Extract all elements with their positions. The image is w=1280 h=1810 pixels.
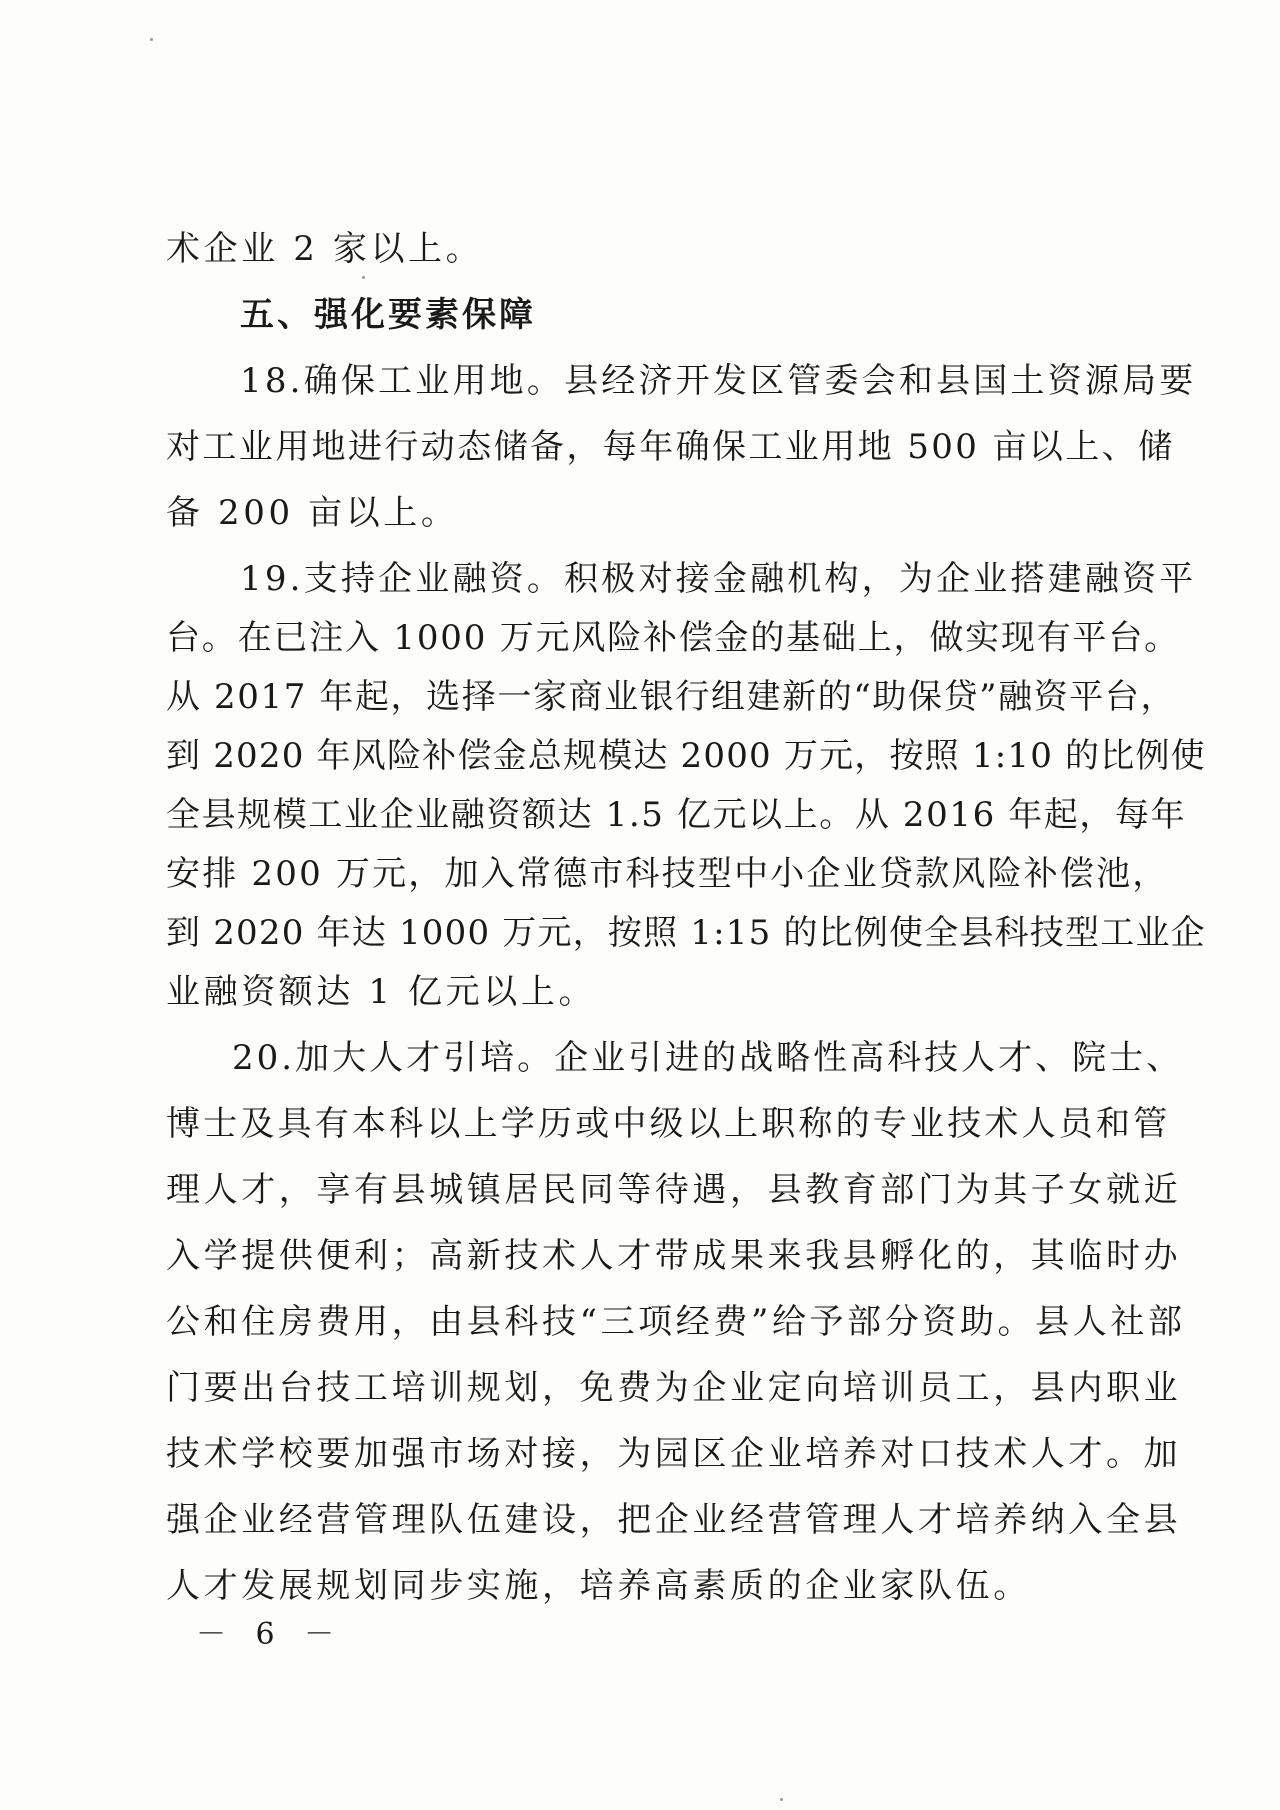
body-text-line: 从 2017 年起，选择一家商业银行组建新的“助保贷”融资平台， [166, 677, 1177, 717]
paragraph-20-title-line: 20.加大人才引培。企业引进的战略性高科技人才、院士、 [232, 1038, 1184, 1078]
page-number: － 6 － [196, 1617, 345, 1652]
body-text-line: 技术学校要加强市场对接，为园区企业培养对口技术人才。加 [166, 1434, 1182, 1474]
body-text-line: 人才发展规划同步实施，培养高素质的企业家队伍。 [166, 1566, 1031, 1606]
body-text-line: 强企业经营管理队伍建设，把企业经营管理人才培养纳入全县 [166, 1500, 1182, 1540]
body-text-line: 台。在已注入 1000 万元风险补偿金的基础上，做实现有平台。 [166, 618, 1180, 658]
body-text-line: 安排 200 万元，加入常德市科技型中小企业贷款风险补偿池， [166, 854, 1169, 894]
body-text-line: 公和住房费用，由县科技“三项经费”给予部分资助。县人社部 [166, 1302, 1186, 1342]
body-text-line: 到 2020 年风险补偿金总规模达 2000 万元，按照 1:10 的比例使 [166, 736, 1206, 776]
body-text-line: 到 2020 年达 1000 万元，按照 1:15 的比例使全县科技型工业企 [166, 913, 1206, 953]
body-text-line: 博士及具有本科以上学历或中级以上职称的专业技术人员和管 [166, 1104, 1171, 1144]
body-text-line: 备 200 亩以上。 [166, 493, 459, 533]
body-text-line: 业融资额达 1 亿元以上。 [166, 972, 597, 1012]
scan-speck [362, 276, 365, 279]
paragraph-19-title-line: 19.支持企业融资。积极对接金融机构，为企业搭建融资平 [240, 559, 1197, 599]
body-text-line: 全县规模工业企业融资额达 1.5 亿元以上。从 2016 年起，每年 [166, 795, 1187, 835]
scan-speck [780, 1798, 783, 1801]
scan-speck [150, 38, 153, 41]
paragraph-18-title-line: 18.确保工业用地。县经济开发区管委会和县国土资源局要 [240, 361, 1197, 401]
body-text-line: 门要出台技工培训规划，免费为企业定向培训员工，县内职业 [166, 1368, 1182, 1408]
body-text-line: 对工业用地进行动态储备，每年确保工业用地 500 亩以上、储 [166, 427, 1175, 467]
body-text-line: 入学提供便利；高新技术人才带成果来我县孵化的，其临时办 [166, 1236, 1182, 1276]
body-text-line: 术企业 2 家以上。 [166, 229, 484, 269]
body-text-line: 理人才，享有县城镇居民同等待遇，县教育部门为其子女就近 [166, 1170, 1182, 1210]
section-heading: 五、强化要素保障 [240, 295, 536, 335]
